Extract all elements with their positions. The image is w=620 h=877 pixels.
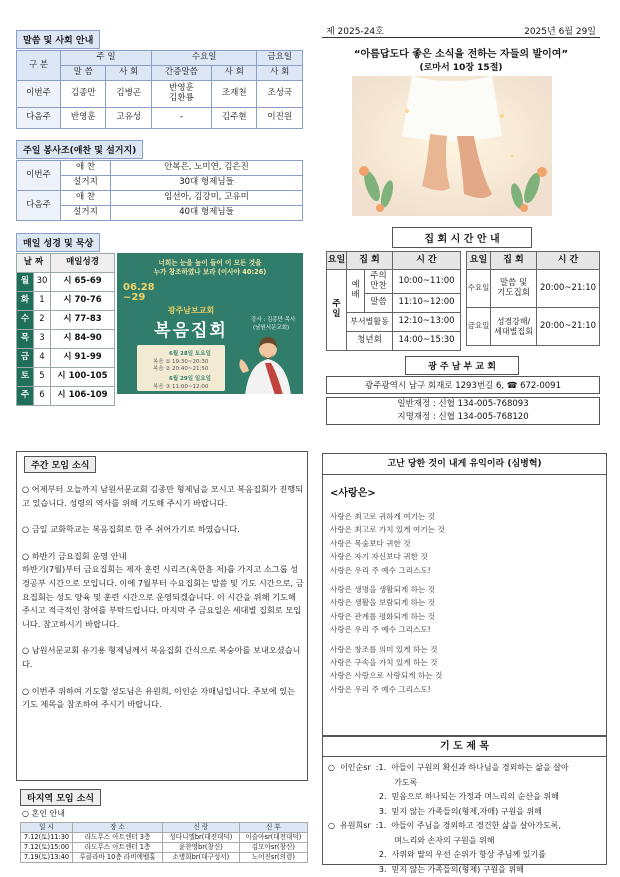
sched-time: 10:00~11:00 — [393, 270, 461, 294]
cell: 7.12(토)15:00 — [21, 843, 73, 853]
essay-title: 고난 당한 것이 내게 유익이라 (심병혁) — [322, 453, 607, 475]
verse-text: “아름답도다 좋은 소식을 전하는 자들의 발이여” — [353, 49, 569, 60]
news-title: 주간 모임 소식 — [24, 456, 96, 473]
prayer-title: 기 도 제 목 — [322, 736, 607, 757]
value: 30대 형제님들 — [111, 176, 303, 191]
prayer-item: 며느리와 손자의 구원을 위해 — [328, 835, 495, 845]
table-row — [21, 833, 308, 843]
day-num: 6 — [34, 387, 51, 406]
poster-event: 복음집회 — [154, 321, 228, 341]
sched-name: 말씀 — [365, 294, 393, 313]
key: 설거지 — [61, 176, 111, 191]
table-row — [21, 843, 308, 853]
reading: 시 91-99 — [51, 349, 115, 368]
table-row — [17, 349, 115, 368]
poster-speaker-church: (남원서문교회) — [253, 325, 290, 331]
sub-col: 사 회 — [212, 66, 257, 81]
sched-time: 20:00~21:10 — [537, 270, 600, 308]
cell: 반영훈 — [61, 108, 106, 129]
schedule-week-table — [466, 251, 600, 346]
col-group: 구 분 — [17, 51, 61, 81]
sched-col: 요일 — [327, 252, 347, 270]
row-label: 다음주 — [17, 108, 61, 129]
prayer-item: 2. 사위와 딸의 우선 순위가 항상 주님께 있기를 — [328, 850, 546, 859]
sched-name: 성경강해/ 세대별집회 — [491, 308, 537, 346]
cell: 이슬아sr(대전대덕) — [239, 833, 307, 843]
cell: 김병곤 — [106, 81, 151, 108]
day-num: 30 — [34, 273, 51, 292]
sched-col: 시 간 — [393, 252, 461, 270]
church-name: 광 주 남 부 교 회 — [405, 356, 519, 375]
sched-name: 주의 만찬 — [365, 270, 393, 294]
cell: 라도무스 아트센터 3층 — [73, 833, 163, 843]
table-row — [17, 330, 115, 349]
key: 설거지 — [61, 206, 111, 221]
poem-line: 사랑은 자기 자신보다 귀한 것 — [330, 552, 428, 562]
sub-col: 사 회 — [106, 66, 151, 81]
cell: 고유성 — [106, 108, 151, 129]
key: 애 찬 — [61, 191, 111, 206]
cell: 김모아sr(창신) — [239, 843, 307, 853]
day: 토 — [17, 368, 34, 387]
cell: 김종만 — [61, 81, 106, 108]
poem-line: 사랑은 구속을 가치 있게 하는 것 — [330, 658, 438, 668]
gospel-meeting-poster — [117, 253, 303, 394]
poster-quote: 너희는 눈을 높이 들어 이 모든 것을 — [158, 259, 262, 267]
sched-col: 집 회 — [347, 252, 393, 270]
row-label: 다음주 — [17, 191, 61, 221]
sched-day: 금요일 — [467, 308, 491, 346]
church-address: 광주광역시 남구 회재로 1293번길 6, ☎ 672-0091 — [326, 376, 600, 394]
church-accounts — [326, 397, 600, 425]
poster-sat: 6월 28일 토요일 — [169, 351, 211, 357]
news-list — [22, 483, 304, 725]
news-item: ○ 하반기 금요집회 운영 안내 하반기(7월)부터 금요집회는 제자 훈련 시리즈(옥한흠 저)를 가지고 소그룹 성경공부 시간으로 모입니다. 이에 7월부터 수요집회는 말씀 및 기도 시간으로, 금요집회는 성도 양육 및 훈련 시간으로 운영되겠습니다. 이 시간을 위해 기도해 주시고 적극적인 참여를 부탁드립니다. 마지막 주 금요일은 세대별 집회로 모입니다. 참고하시기 바랍니다. — [22, 550, 304, 629]
table-row — [17, 273, 115, 292]
cell: 조재천 — [212, 81, 257, 108]
poem-line: 사랑은 목숨보다 귀한 것 — [330, 538, 411, 548]
day: 목 — [17, 330, 34, 349]
prayer-item: 3. 믿지 않는 가족들의(형제,자매) 구원을 위해 — [328, 806, 542, 816]
cell: 성다니엘br(대전대덕) — [163, 833, 240, 843]
sched-day: 수요일 — [467, 270, 491, 308]
bible-section-title: 매일 성경 및 묵상 — [16, 233, 100, 252]
poster-sun1: 복음 ③ 11:00~12:00 — [153, 384, 209, 390]
reading: 시 77-83 — [51, 311, 115, 330]
news-item: ○ 이번주 위하여 기도할 성도님은 유원희, 이인순 자매님입니다. 주보에 있는 기도 제목을 참조하여 주시기 바랍니다. — [22, 685, 296, 710]
cell: 노어진sr(의령) — [239, 853, 307, 863]
day: 월 — [17, 273, 34, 292]
news-item: ○ 남원서문교회 유기용 형제님께서 복음집회 간식으로 복숭아를 보내오셨습니다. — [22, 645, 301, 669]
poster-speaker: 강사 : 김종만 목사 — [251, 317, 296, 323]
sched-time: 20:00~21:10 — [537, 308, 600, 346]
poem-line: 사랑은 사랑으로 사랑되게 하는 것 — [330, 671, 443, 681]
table-row — [17, 292, 115, 311]
issue-date: 2025년 6월 29일 — [524, 27, 596, 37]
poem-line: 사랑은 우리 주 예수 그리스도! — [330, 684, 431, 694]
reading: 시 106-109 — [51, 387, 115, 406]
schedule-sun-table — [326, 251, 461, 351]
feet-illustration — [352, 76, 552, 216]
news-item: ○ 어제부터 오늘까지 남원서문교회 김종만 형제님을 모시고 복음집회가 진행되고 있습니다. 성령의 역사를 위해 기도해 주시기 바랍니다. — [22, 484, 304, 508]
sub-col: 사 회 — [257, 66, 303, 81]
worship-label: 예 배 — [347, 270, 365, 313]
day: 화 — [17, 292, 34, 311]
poem-line: 사랑은 생명을 생활되게 하는 것 — [330, 585, 436, 595]
row-label: 이번주 — [17, 81, 61, 108]
wed-col: 장 소 — [73, 823, 163, 833]
service-section-title: 주일 봉사조(애찬 및 설거지) — [16, 140, 143, 159]
cell: 루클라바 10층 라비에벨홀 — [73, 853, 163, 863]
cell: 이진원 — [257, 108, 303, 129]
news-item: ○ 금일 교화학교는 복음집회로 한 주 쉬어가기로 하였습니다. — [22, 524, 240, 535]
poem-line: 사랑은 최고로 가치 있게 여기는 것 — [330, 525, 445, 535]
wedding-heading: ○ 혼인 안내 — [22, 809, 65, 818]
col-fri: 금요일 — [257, 51, 303, 66]
poem-line: 사랑은 생활을 보람되게 하는 것 — [330, 598, 436, 608]
sched-time: 14:00~15:30 — [393, 332, 461, 351]
sched-name: 부서별활동 — [347, 313, 393, 332]
poem-line: 사랑은 최고로 귀하게 여기는 것 — [330, 512, 436, 521]
wed-col: 신 랑 — [163, 823, 240, 833]
account-general: 일반재정 : 신협 134-005-768093 — [397, 399, 529, 409]
bible-col-date: 날 짜 — [17, 254, 51, 273]
value: 안복은, 노미연, 김은진 — [111, 161, 303, 176]
cell: 소병희br(대구성서) — [163, 853, 240, 863]
jesus-figure-icon — [235, 333, 301, 394]
prayer-item: 3. 믿지 않는 가족들의(형제) 구원을 위해 — [328, 864, 524, 874]
reading: 시 70-76 — [51, 292, 115, 311]
sun-label: 주 일 — [327, 270, 347, 351]
poster-sat1: 복음 ① 19:30~20:30 — [153, 359, 209, 365]
value: 임선아, 김강미, 고유미 — [111, 191, 303, 206]
sched-time: 11:10~12:00 — [393, 294, 461, 313]
value: 40대 형제님들 — [111, 206, 303, 221]
sched-time: 12:10~13:00 — [393, 313, 461, 332]
col-sun: 주 일 — [61, 51, 152, 66]
prayer-list — [328, 761, 604, 877]
day-num: 2 — [34, 311, 51, 330]
cell: 7.12(토)11:30 — [21, 833, 73, 843]
schedule-title: 집 회 시 간 안 내 — [392, 227, 532, 248]
reading: 시 84-90 — [51, 330, 115, 349]
day: 주 — [17, 387, 34, 406]
day-num: 5 — [34, 368, 51, 387]
wed-col: 일 시 — [21, 823, 73, 833]
cell: 라도무스 아트센터 1층 — [73, 843, 163, 853]
table-row — [17, 387, 115, 406]
bible-col-reading: 매일성경 — [51, 254, 115, 273]
sched-name: 청년회 — [347, 332, 393, 351]
key: 애 찬 — [61, 161, 111, 176]
sched-col: 요일 — [467, 252, 491, 270]
day: 수 — [17, 311, 34, 330]
cell: 김주현 — [212, 108, 257, 129]
sub-col: 말 씀 — [61, 66, 106, 81]
cell: 반영훈 김환룡 — [151, 81, 211, 108]
day: 금 — [17, 349, 34, 368]
cell: 윤찬영br(창신) — [163, 843, 240, 853]
service-table — [16, 160, 303, 221]
cell: - — [151, 108, 211, 129]
prayer-item: 가도록 — [328, 777, 418, 787]
poster-dates: 06.28 ~29 — [123, 282, 155, 303]
table-row — [17, 368, 115, 387]
poster-sat2: 복음 ② 20:40~21:50 — [153, 366, 209, 372]
word-section-title: 말씀 및 사회 안내 — [16, 30, 100, 49]
sched-col: 시 간 — [537, 252, 600, 270]
col-wed: 수요일 — [151, 51, 257, 66]
day-num: 4 — [34, 349, 51, 368]
prayer-item: 2. 믿음으로 하나되는 가정과 며느리의 순산을 위해 — [328, 792, 559, 801]
poem-line: 사랑은 우리 주 예수 그리스도! — [330, 565, 431, 575]
row-label: 이번주 — [17, 161, 61, 191]
poster-sun: 6월 29일 일요일 — [169, 376, 211, 382]
sched-name: 말씀 및 기도집회 — [491, 270, 537, 308]
cell: 조성국 — [257, 81, 303, 108]
poster-church: 광주남보교회 — [167, 306, 215, 315]
account-designated: 지명재정 : 신협 134-005-768120 — [397, 412, 529, 422]
table-row — [17, 311, 115, 330]
table-row — [21, 853, 308, 863]
prayer-item: ○ 이인순sr :1. 아들이 구원의 확신과 하나님을 경외하는 삶을 살아 — [328, 763, 569, 772]
poem-line: 사랑은 우리 주 예수 그리스도! — [330, 625, 431, 635]
issue-number: 제 2025-24호 — [326, 27, 384, 37]
sched-col: 집 회 — [491, 252, 537, 270]
verse-ref: (로마서 10장 15절) — [419, 63, 503, 73]
wed-col: 신 부 — [239, 823, 307, 833]
prayer-item: ○ 유원희sr :1. 아들이 주님을 경외하고 경건한 삶을 살아가도록, — [328, 821, 562, 830]
word-table — [16, 50, 303, 129]
essay-poem — [330, 510, 600, 696]
day-num: 3 — [34, 330, 51, 349]
reading: 시 100-105 — [51, 368, 115, 387]
essay-heading: <사랑은> — [330, 488, 376, 499]
poem-line: 사랑은 관계를 평화되게 하는 것 — [330, 611, 436, 621]
reading: 시 65-69 — [51, 273, 115, 292]
day-num: 1 — [34, 292, 51, 311]
bible-table — [16, 253, 115, 406]
other-title: 타지역 모임 소식 — [20, 789, 101, 806]
poster-quote: 누가 창조하였나 보라 (이사야 40:26) — [153, 268, 267, 276]
poem-line: 사랑은 창조를 의미 있게 하는 것 — [330, 644, 438, 654]
wedding-table — [20, 822, 308, 863]
sub-col: 간증말씀 — [151, 66, 211, 81]
cell: 7.19(토)13:40 — [21, 853, 73, 863]
